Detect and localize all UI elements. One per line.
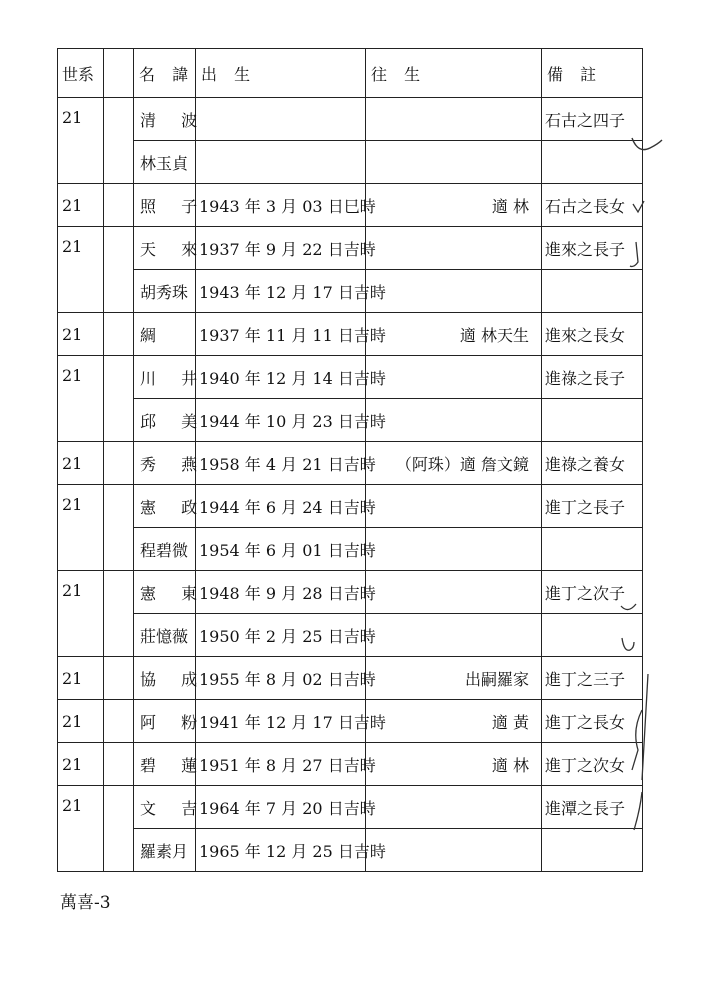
note-cell: 進來之長子 [542,227,643,270]
death-cell [366,141,542,184]
blank-cell [104,356,134,442]
header-row [58,49,643,98]
death-cell [366,270,542,313]
blank-cell [104,313,134,356]
header-generation: 世系 [58,49,104,98]
birth-cell: 1965 年 12 月 25 日吉時 [196,829,366,872]
name-cell: 綢 [134,313,196,356]
blank-cell [104,571,134,657]
generation-cell: 21 [58,657,104,700]
name-cell: 阿 粉 [134,700,196,743]
death-cell [366,485,542,528]
blank-cell [104,227,134,313]
table-row [58,399,643,442]
table-row [58,743,643,786]
note-cell: 石古之四子 [542,98,643,141]
table-row [58,657,643,700]
blank-cell [104,743,134,786]
birth-cell [196,141,366,184]
birth-cell: 1948 年 9 月 28 日吉時 [196,571,366,614]
blank-cell [104,700,134,743]
death-cell [366,98,542,141]
table-row [58,442,643,485]
birth-cell: 1937 年 9 月 22 日吉時 [196,227,366,270]
name-cell: 碧 蓮 [134,743,196,786]
death-cell: 適 林天生 [366,313,542,356]
table-row [58,700,643,743]
blank-cell [104,442,134,485]
death-cell: 適 林 [366,743,542,786]
death-cell: 適 林 [366,184,542,227]
note-cell: 進丁之次女 [542,743,643,786]
death-cell: （阿珠）適 詹文鏡 [366,442,542,485]
birth-cell: 1955 年 8 月 02 日吉時 [196,657,366,700]
table-row [58,829,643,872]
blank-cell [104,98,134,184]
handwritten-check-mark [618,598,640,618]
death-cell [366,227,542,270]
death-cell [366,356,542,399]
death-cell: 適 黃 [366,700,542,743]
name-cell: 憲 政 [134,485,196,528]
blank-cell [104,657,134,700]
birth-cell: 1941 年 12 月 17 日吉時 [196,700,366,743]
genealogy-table [57,48,643,872]
header-note: 備 註 [542,49,643,98]
name-cell: 胡秀珠 [134,270,196,313]
table-row [58,313,643,356]
name-cell: 清 波 [134,98,196,141]
generation-cell: 21 [58,227,104,313]
generation-cell: 21 [58,571,104,657]
table-row [58,614,643,657]
handwritten-check-mark [628,670,658,790]
note-cell: 石古之長女 [542,184,643,227]
handwritten-check-mark [618,634,640,658]
blank-cell [104,485,134,571]
generation-cell: 21 [58,700,104,743]
birth-cell: 1964 年 7 月 20 日吉時 [196,786,366,829]
name-cell: 邱 美 [134,399,196,442]
name-cell: 莊憶薇 [134,614,196,657]
birth-cell: 1944 年 10 月 23 日吉時 [196,399,366,442]
name-cell: 秀 燕 [134,442,196,485]
death-cell: 出嗣羅家 [366,657,542,700]
birth-cell: 1950 年 2 月 25 日吉時 [196,614,366,657]
note-cell: 進丁之長女 [542,700,643,743]
table-row [58,184,643,227]
handwritten-check-mark [630,198,650,218]
birth-cell: 1958 年 4 月 21 日吉時 [196,442,366,485]
note-cell [542,528,643,571]
birth-cell: 1940 年 12 月 14 日吉時 [196,356,366,399]
note-cell: 進丁之三子 [542,657,643,700]
page-footer: 萬喜-3 [60,893,111,913]
generation-cell: 21 [58,98,104,184]
death-cell [366,399,542,442]
table-row [58,356,643,399]
name-cell: 憲 東 [134,571,196,614]
blank-cell [104,786,134,872]
death-cell [366,571,542,614]
name-cell: 天 來 [134,227,196,270]
birth-cell: 1954 年 6 月 01 日吉時 [196,528,366,571]
table-row [58,786,643,829]
table-row [58,270,643,313]
name-cell: 羅素月 [134,829,196,872]
name-cell: 林玉貞 [134,141,196,184]
header-death: 往 生 [366,49,542,98]
birth-cell: 1937 年 11 月 11 日吉時 [196,313,366,356]
birth-cell [196,98,366,141]
birth-cell: 1944 年 6 月 24 日吉時 [196,485,366,528]
birth-cell: 1943 年 12 月 17 日吉時 [196,270,366,313]
name-cell: 協 成 [134,657,196,700]
note-cell: 進丁之次子 [542,571,643,614]
death-cell [366,786,542,829]
death-cell [366,528,542,571]
death-cell [366,614,542,657]
handwritten-check-mark [630,790,650,836]
table-row [58,485,643,528]
table-row [58,98,643,141]
generation-cell: 21 [58,313,104,356]
note-cell: 進來之長女 [542,313,643,356]
blank-cell [104,184,134,227]
name-cell: 川 井 [134,356,196,399]
note-cell: 進丁之長子 [542,485,643,528]
generation-cell: 21 [58,184,104,227]
table-row [58,141,643,184]
note-cell [542,270,643,313]
header-blank [104,49,134,98]
header-birth: 出 生 [196,49,366,98]
table-row [58,227,643,270]
name-cell: 文 吉 [134,786,196,829]
note-cell: 進祿之長子 [542,356,643,399]
table-row [58,528,643,571]
note-cell: 進祿之養女 [542,442,643,485]
death-cell [366,829,542,872]
name-cell: 照 子 [134,184,196,227]
generation-cell: 21 [58,786,104,872]
handwritten-check-mark [628,130,668,160]
table-row [58,571,643,614]
name-cell: 程碧微 [134,528,196,571]
generation-cell: 21 [58,356,104,442]
generation-cell: 21 [58,485,104,571]
generation-cell: 21 [58,743,104,786]
handwritten-check-mark [628,240,648,274]
note-cell: 進潭之長子 [542,786,643,829]
note-cell [542,399,643,442]
note-cell [542,829,643,872]
generation-cell: 21 [58,442,104,485]
birth-cell: 1943 年 3 月 03 日巳時 [196,184,366,227]
birth-cell: 1951 年 8 月 27 日吉時 [196,743,366,786]
header-name: 名 諱 [134,49,196,98]
